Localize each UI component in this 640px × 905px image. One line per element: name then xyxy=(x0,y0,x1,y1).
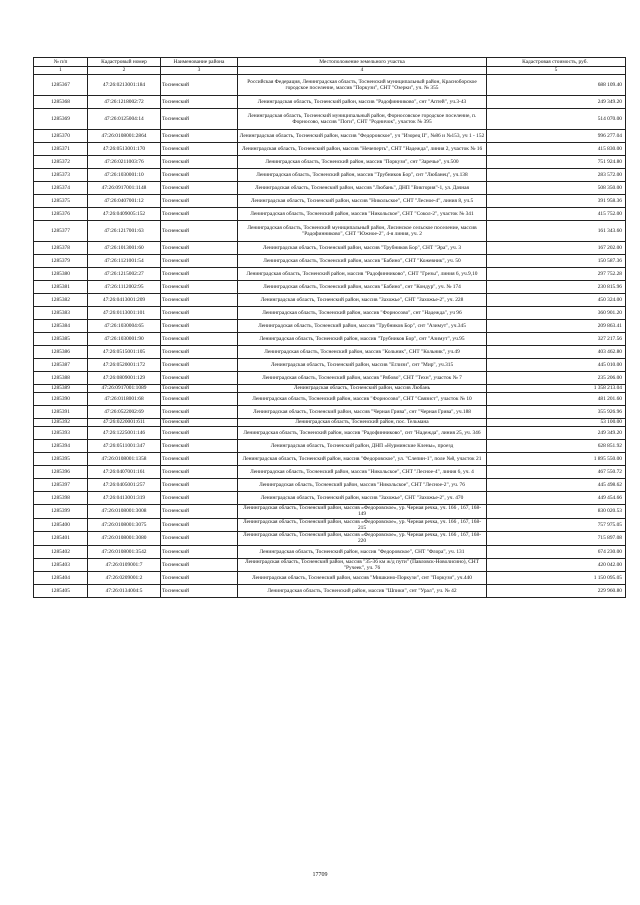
cell-loc: Ленинградская область, Тосненский район, массив "Бабино", СНТ "Кожевник", уч. 50 xyxy=(238,255,487,268)
cell-cost: 445 010.00 xyxy=(487,359,626,372)
cell-district: Тосненский xyxy=(161,96,238,109)
cell-cad: 47:26:0220001:611 xyxy=(88,419,161,427)
cell-cad: 47:26:1013001:60 xyxy=(88,242,161,255)
cell-cad: 47:26:0405001:257 xyxy=(88,479,161,492)
cell-cad: 47:26:1215002:27 xyxy=(88,268,161,281)
cell-cad: 47:26:0108001:3008 xyxy=(88,505,161,519)
cell-n: 1285401 xyxy=(34,532,88,546)
cell-loc: Ленинградская область, Тосненский район, массив "Нечеперть", СНТ "Надежда", линия 2, участок № 16 xyxy=(238,143,487,156)
table-row xyxy=(34,109,626,130)
cell-loc: Ленинградская область, Тосненский район, массив "Кольник", СНТ "Кольник", уч.49 xyxy=(238,346,487,359)
cell-n: 1285396 xyxy=(34,466,88,479)
table-row xyxy=(34,281,626,294)
cell-loc: Ленинградская область, Тосненский район, массив "Федоровское", СНТ "Флора", уч. 131 xyxy=(238,545,487,558)
table-row xyxy=(34,585,626,598)
cell-loc: Ленинградская область, Тосненский район, массив "Трубников Бор", снт "Азимут", уч.345 xyxy=(238,320,487,333)
cell-district: Тосненский xyxy=(161,195,238,208)
cell-cad: 47:26:0409005:152 xyxy=(88,208,161,221)
cell-n: 1285395 xyxy=(34,453,88,466)
cell-n: 1285391 xyxy=(34,406,88,419)
cell-cost: 360 901.20 xyxy=(487,307,626,320)
cell-cost: 445 498.62 xyxy=(487,479,626,492)
cell-cost: 1 895 550.00 xyxy=(487,453,626,466)
cell-cad: 47:26:0515001:105 xyxy=(88,346,161,359)
table-row xyxy=(34,466,626,479)
cell-n: 1285397 xyxy=(34,479,88,492)
table-row xyxy=(34,545,626,558)
cell-cost: 150 587.36 xyxy=(487,255,626,268)
table-row xyxy=(34,156,626,169)
cell-district: Тосненский xyxy=(161,281,238,294)
cell-loc: Ленинградская область, Тосненский район, массив "Трубников Бор", СНТ "Эра", уч. 3 xyxy=(238,242,487,255)
table-row xyxy=(34,406,626,419)
table-row xyxy=(34,492,626,505)
cell-cost: 1 358 213.04 xyxy=(487,385,626,393)
cell-n: 1285390 xyxy=(34,393,88,406)
table-row xyxy=(34,427,626,440)
cell-cost: 235 206.00 xyxy=(487,372,626,385)
cell-n: 1285392 xyxy=(34,419,88,427)
cell-n: 1285377 xyxy=(34,221,88,242)
cell-cad: 47:26:0125004:14 xyxy=(88,109,161,130)
cell-cost: 415 752.00 xyxy=(487,208,626,221)
cell-district: Тосненский xyxy=(161,372,238,385)
cell-n: 1285400 xyxy=(34,518,88,532)
cell-n: 1285402 xyxy=(34,545,88,558)
cell-loc: Ленинградская область, Тосненский район, пос. Тельмана xyxy=(238,419,487,427)
cell-n: 1285385 xyxy=(34,333,88,346)
cell-cad: 47:26:0413001:209 xyxy=(88,294,161,307)
cell-cost: 751 924.80 xyxy=(487,156,626,169)
cell-district: Тосненский xyxy=(161,466,238,479)
cell-loc: Ленинградская область, Тосненский район, массив "Любань", ДНП "Виктория"-1, ул. Дачная xyxy=(238,182,487,195)
cell-cost: 229 960.80 xyxy=(487,585,626,598)
cell-cost: 391 958.36 xyxy=(487,195,626,208)
column-number-cell: 2 xyxy=(88,67,161,75)
table-row xyxy=(34,479,626,492)
cell-cad: 47:26:0407001:161 xyxy=(88,466,161,479)
table-row xyxy=(34,346,626,359)
cell-district: Тосненский xyxy=(161,479,238,492)
cell-n: 1285373 xyxy=(34,169,88,182)
table-row xyxy=(34,419,626,427)
cell-cost: 327 217.56 xyxy=(487,333,626,346)
cell-loc: Ленинградская область, Тосненский район, массив "Форносово", снт "Надежда", уч 96 xyxy=(238,307,487,320)
cell-cad: 47:26:1217001:63 xyxy=(88,221,161,242)
cell-cost: 508 350.00 xyxy=(487,182,626,195)
cell-n: 1285387 xyxy=(34,359,88,372)
cell-district: Тосненский xyxy=(161,453,238,466)
table-row xyxy=(34,130,626,143)
cell-loc: Ленинградская область, Тосненский район, массив "Радофинниково", СНТ "Грезы", линия 6, уч.9,10 xyxy=(238,268,487,281)
cell-n: 1285367 xyxy=(34,75,88,96)
cell-cad: 47:26:1112002:95 xyxy=(88,281,161,294)
cell-cad: 47:26:0413001:319 xyxy=(88,492,161,505)
cell-cad: 47:26:0917001:1148 xyxy=(88,182,161,195)
cell-loc: Ленинградская область, Тосненский район, массив «Федоровское», ур. Черная речка, уч. 166 , 167, 168-215 xyxy=(238,518,487,532)
cell-loc: Ленинградская область, Тосненский муниципальный район, Лисинское сельское поселение, массив "Радофинниково", СНТ "Южное-2", 4-я линия, уч. 2 xyxy=(238,221,487,242)
cell-loc: Ленинградская область, Тосненский район, массив "Бабино", снт "Кондур", уч. № 174 xyxy=(238,281,487,294)
cell-cost: 996 277.04 xyxy=(487,130,626,143)
cell-district: Тосненский xyxy=(161,505,238,519)
column-number-cell: 1 xyxy=(34,67,88,75)
cell-cost: 249 349.20 xyxy=(487,427,626,440)
header-cell: Кадастровый номер xyxy=(88,58,161,67)
cell-cost: 209 863.41 xyxy=(487,320,626,333)
cell-cad: 47:26:0118001:68 xyxy=(88,393,161,406)
cell-loc: Ленинградская область, Тосненский район, массив "Поркузи", снт "Заречье", уч.500 xyxy=(238,156,487,169)
cell-n: 1285393 xyxy=(34,427,88,440)
header-cell: Местоположение земельного участка xyxy=(238,58,487,67)
cell-district: Тосненский xyxy=(161,143,238,156)
table-row xyxy=(34,572,626,585)
table-row xyxy=(34,195,626,208)
cell-loc: Ленинградская область, Тосненский район, массив "Захожье", СНТ "Захожье-2", уч. 470 xyxy=(238,492,487,505)
cell-n: 1285388 xyxy=(34,372,88,385)
table-row xyxy=(34,96,626,109)
cell-loc: Ленинградская область, Тосненский район, массив "35-36 км ж/д пути" (Павловск-Новолисино), СНТ "Ручеек", уч. 76 xyxy=(238,558,487,572)
cell-n: 1285379 xyxy=(34,255,88,268)
table-row xyxy=(34,453,626,466)
cell-cad: 47:26:0511001:347 xyxy=(88,440,161,453)
cell-cost: 403 462.80 xyxy=(487,346,626,359)
cell-loc: Ленинградская область, Тосненский район, массив "Радофинниково", снт "Аптей", уч.3-43 xyxy=(238,96,487,109)
cell-district: Тосненский xyxy=(161,109,238,130)
cell-loc: Ленинградская область, Тосненский район, массив «Федоровское», ур. Черная речка, уч. 166 , 167, 168-149 xyxy=(238,505,487,519)
cell-cad: 47:26:0113001:101 xyxy=(88,307,161,320)
table-row xyxy=(34,221,626,242)
cell-cost: 230 815.96 xyxy=(487,281,626,294)
cell-n: 1285374 xyxy=(34,182,88,195)
cell-n: 1285376 xyxy=(34,208,88,221)
cell-district: Тосненский xyxy=(161,393,238,406)
cell-cad: 47:26:0917001:1089 xyxy=(88,385,161,393)
cell-n: 1285394 xyxy=(34,440,88,453)
cell-n: 1285398 xyxy=(34,492,88,505)
cell-district: Тосненский xyxy=(161,385,238,393)
cell-district: Тосненский xyxy=(161,545,238,558)
table-row xyxy=(34,255,626,268)
cell-district: Тосненский xyxy=(161,169,238,182)
table-row xyxy=(34,208,626,221)
cell-cost: 715 897.08 xyxy=(487,532,626,546)
cell-cad: 47:26:1030001:90 xyxy=(88,333,161,346)
cell-n: 1285389 xyxy=(34,385,88,393)
cell-loc: Ленинградская область, Тосненский район, массив "Никольское", СНТ "Сокол-2", участок № 341 xyxy=(238,208,487,221)
cell-n: 1285381 xyxy=(34,281,88,294)
cell-district: Тосненский xyxy=(161,518,238,532)
cell-district: Тосненский xyxy=(161,268,238,281)
column-number-cell: 5 xyxy=(487,67,626,75)
table-row xyxy=(34,182,626,195)
cell-district: Тосненский xyxy=(161,221,238,242)
cell-district: Тосненский xyxy=(161,492,238,505)
cell-n: 1285380 xyxy=(34,268,88,281)
cell-cad: 47:26:0520001:172 xyxy=(88,359,161,372)
table-row xyxy=(34,294,626,307)
cell-cost: 830 020.53 xyxy=(487,505,626,519)
table-row xyxy=(34,320,626,333)
cell-n: 1285404 xyxy=(34,572,88,585)
cell-district: Тосненский xyxy=(161,440,238,453)
cell-n: 1285369 xyxy=(34,109,88,130)
cell-loc: Ленинградская область, Тосненский район, массив "Трубников Бор", снт "Любанец", уч.138 xyxy=(238,169,487,182)
cadastral-value-table xyxy=(33,57,626,598)
cell-cost: 628 851.92 xyxy=(487,440,626,453)
cell-cad: 47:26:1030004:65 xyxy=(88,320,161,333)
cell-cost: 249 349.20 xyxy=(487,96,626,109)
cell-district: Тосненский xyxy=(161,75,238,96)
cell-district: Тосненский xyxy=(161,427,238,440)
cell-cost: 481 201.60 xyxy=(487,393,626,406)
table-row xyxy=(34,518,626,532)
table-row xyxy=(34,558,626,572)
cell-cad: 47:26:1121001:54 xyxy=(88,255,161,268)
cell-loc: Ленинградская область, Тосненский район, массив "Радофинниково", снт "Надежда", линия 25, уч. 346 xyxy=(238,427,487,440)
table-row xyxy=(34,359,626,372)
cell-cost: 688 109.40 xyxy=(487,75,626,96)
cell-district: Тосненский xyxy=(161,359,238,372)
cell-district: Тосненский xyxy=(161,130,238,143)
table-row xyxy=(34,505,626,519)
cell-n: 1285371 xyxy=(34,143,88,156)
cell-cad: 47:26:0209001:2 xyxy=(88,572,161,585)
cell-loc: Ленинградская область, Тосненский район, массив "Шпики", снт "Урал", уч. № 42 xyxy=(238,585,487,598)
cell-cost: 283 572.00 xyxy=(487,169,626,182)
cell-loc: Ленинградская область, Тосненский район, массив "Никольское", СНТ "Лесное-4", линия 6, уч. 4 xyxy=(238,466,487,479)
cell-cost: 420 042.00 xyxy=(487,558,626,572)
cell-cost: 415 830.00 xyxy=(487,143,626,156)
cell-cad: 47:26:0109001:7 xyxy=(88,558,161,572)
cell-cad: 47:26:0211003:76 xyxy=(88,156,161,169)
cell-district: Тосненский xyxy=(161,419,238,427)
cell-district: Тосненский xyxy=(161,182,238,195)
cell-loc: Российская Федерация, Ленинградская область, Тосненский муниципальный район, Красноборское городское поселение, массив "Поркузи", СНТ "Озерки", уч. № 355 xyxy=(238,75,487,96)
cell-district: Тосненский xyxy=(161,255,238,268)
cell-n: 1285375 xyxy=(34,195,88,208)
table-row xyxy=(34,242,626,255)
table-row xyxy=(34,385,626,393)
table-row xyxy=(34,268,626,281)
cell-n: 1285383 xyxy=(34,307,88,320)
cell-district: Тосненский xyxy=(161,572,238,585)
cell-district: Тосненский xyxy=(161,320,238,333)
cell-loc: Ленинградская область, Тосненский район, массив «Федоровское», ур. Черная речка, уч. 166 , 167, 168-220 xyxy=(238,532,487,546)
cell-cad: 47:26:0108001:1358 xyxy=(88,453,161,466)
cell-loc: Ленинградская область, Тосненский район, ДНП «Нурминские Клены», проезд xyxy=(238,440,487,453)
header-cell: Наименование района xyxy=(161,58,238,67)
cell-cad: 47:26:0134004:5 xyxy=(88,585,161,598)
cell-cost: 674 230.00 xyxy=(487,545,626,558)
table-row xyxy=(34,440,626,453)
cell-cad: 47:26:0513001:170 xyxy=(88,143,161,156)
table-row xyxy=(34,532,626,546)
cell-loc: Ленинградская область, Тосненский район, массив "Рябово", СНТ "Техн", участок № 7 xyxy=(238,372,487,385)
cell-cad: 47:26:0809001:129 xyxy=(88,372,161,385)
cell-district: Тосненский xyxy=(161,242,238,255)
cell-loc: Ленинградская область, Тосненский муниципальный район, Форносовское городское поселение, п. Форносово, массив "Поги", СНТ "Родничок", участок № 395 xyxy=(238,109,487,130)
cell-district: Тосненский xyxy=(161,406,238,419)
cell-loc: Ленинградская область, Тосненский район, массив "Черная Грива", снт "Черная Грива", уч.188 xyxy=(238,406,487,419)
cell-n: 1285372 xyxy=(34,156,88,169)
table-row xyxy=(34,333,626,346)
cell-n: 1285399 xyxy=(34,505,88,519)
cell-district: Тосненский xyxy=(161,208,238,221)
cell-loc: Ленинградская область, Тосненский район, массив "Федоровское", ул. "Слепин-1", поле №8, участок 21 xyxy=(238,453,487,466)
header-cell: Кадастровая стоимость, руб. xyxy=(487,58,626,67)
page-number: 17709 xyxy=(312,872,328,878)
column-number-cell: 4 xyxy=(238,67,487,75)
cell-cost: 297 752.28 xyxy=(487,268,626,281)
cell-cad: 47:26:0108001:3542 xyxy=(88,545,161,558)
cell-district: Тосненский xyxy=(161,585,238,598)
cell-district: Тосненский xyxy=(161,346,238,359)
cell-cad: 47:26:0213001:184 xyxy=(88,75,161,96)
cell-cad: 47:26:1218002:72 xyxy=(88,96,161,109)
cell-district: Тосненский xyxy=(161,532,238,546)
cell-cad: 47:26:0108001:3075 xyxy=(88,518,161,532)
cell-cost: 757 975.05 xyxy=(487,518,626,532)
cell-loc: Ленинградская область, Тосненский район, массив "Федоровское", уч "Изорец II", №86 и №153, уч 1 - 152 xyxy=(238,130,487,143)
cell-n: 1285370 xyxy=(34,130,88,143)
header-cell: № п/п xyxy=(34,58,88,67)
column-number-row xyxy=(34,67,626,75)
cell-cost: 449 454.66 xyxy=(487,492,626,505)
table-header-row xyxy=(34,58,626,67)
table-row xyxy=(34,372,626,385)
table-row xyxy=(34,169,626,182)
cell-loc: Ленинградская область, Тосненский район, массив "Еглизи", снт "Мир", уч.315 xyxy=(238,359,487,372)
cell-n: 1285368 xyxy=(34,96,88,109)
cell-loc: Ленинградская область, Тосненский район, массив "Никольское", СНТ "Лесное-2", уч. 76 xyxy=(238,479,487,492)
cell-cost: 1 150 095.05 xyxy=(487,572,626,585)
cell-district: Тосненский xyxy=(161,156,238,169)
cell-loc: Ленинградская область, Тосненский район, массив "Трубников Бор", снт "Азимут", уч.95 xyxy=(238,333,487,346)
cell-district: Тосненский xyxy=(161,558,238,572)
cell-cost: 167 202.00 xyxy=(487,242,626,255)
table-row xyxy=(34,307,626,320)
cell-loc: Ленинградская область, Тосненский район, массив "Форносово", СНТ "Связист", участок № 10 xyxy=(238,393,487,406)
cell-cost: 355 926.96 xyxy=(487,406,626,419)
cell-cad: 47:26:1225001:146 xyxy=(88,427,161,440)
cell-cad: 47:26:0108001:2864 xyxy=(88,130,161,143)
cell-cost: 514 070.00 xyxy=(487,109,626,130)
cell-cost: 53 100.00 xyxy=(487,419,626,427)
table-row xyxy=(34,143,626,156)
cell-n: 1285403 xyxy=(34,558,88,572)
cell-n: 1285386 xyxy=(34,346,88,359)
table-row xyxy=(34,75,626,96)
cell-cost: 467 550.72 xyxy=(487,466,626,479)
column-number-cell: 3 xyxy=(161,67,238,75)
cell-n: 1285405 xyxy=(34,585,88,598)
cell-loc: Ленинградская область, Тосненский район, массив Любань xyxy=(238,385,487,393)
cell-loc: Ленинградская область, Тосненский район, массив "Никольское", СНТ "Лесное-4", линия 8, уч.5 xyxy=(238,195,487,208)
cell-n: 1285382 xyxy=(34,294,88,307)
cell-cad: 47:26:1030001:10 xyxy=(88,169,161,182)
cell-district: Тосненский xyxy=(161,307,238,320)
cell-cost: 450 324.00 xyxy=(487,294,626,307)
table-row xyxy=(34,393,626,406)
cell-n: 1285384 xyxy=(34,320,88,333)
cell-n: 1285378 xyxy=(34,242,88,255)
cell-district: Тосненский xyxy=(161,294,238,307)
cell-cad: 47:26:0407001:12 xyxy=(88,195,161,208)
cell-cad: 47:26:0522002:69 xyxy=(88,406,161,419)
cell-loc: Ленинградская область, Тосненский район, массив "Мишкино-Поркузи", снт "Поркузи", уч.440 xyxy=(238,572,487,585)
cell-cost: 161 343.60 xyxy=(487,221,626,242)
cell-loc: Ленинградская область, Тосненский район, массив "Захожье", СНТ "Захожье-2", уч. 228 xyxy=(238,294,487,307)
cell-cad: 47:26:0108001:3080 xyxy=(88,532,161,546)
cell-district: Тосненский xyxy=(161,333,238,346)
